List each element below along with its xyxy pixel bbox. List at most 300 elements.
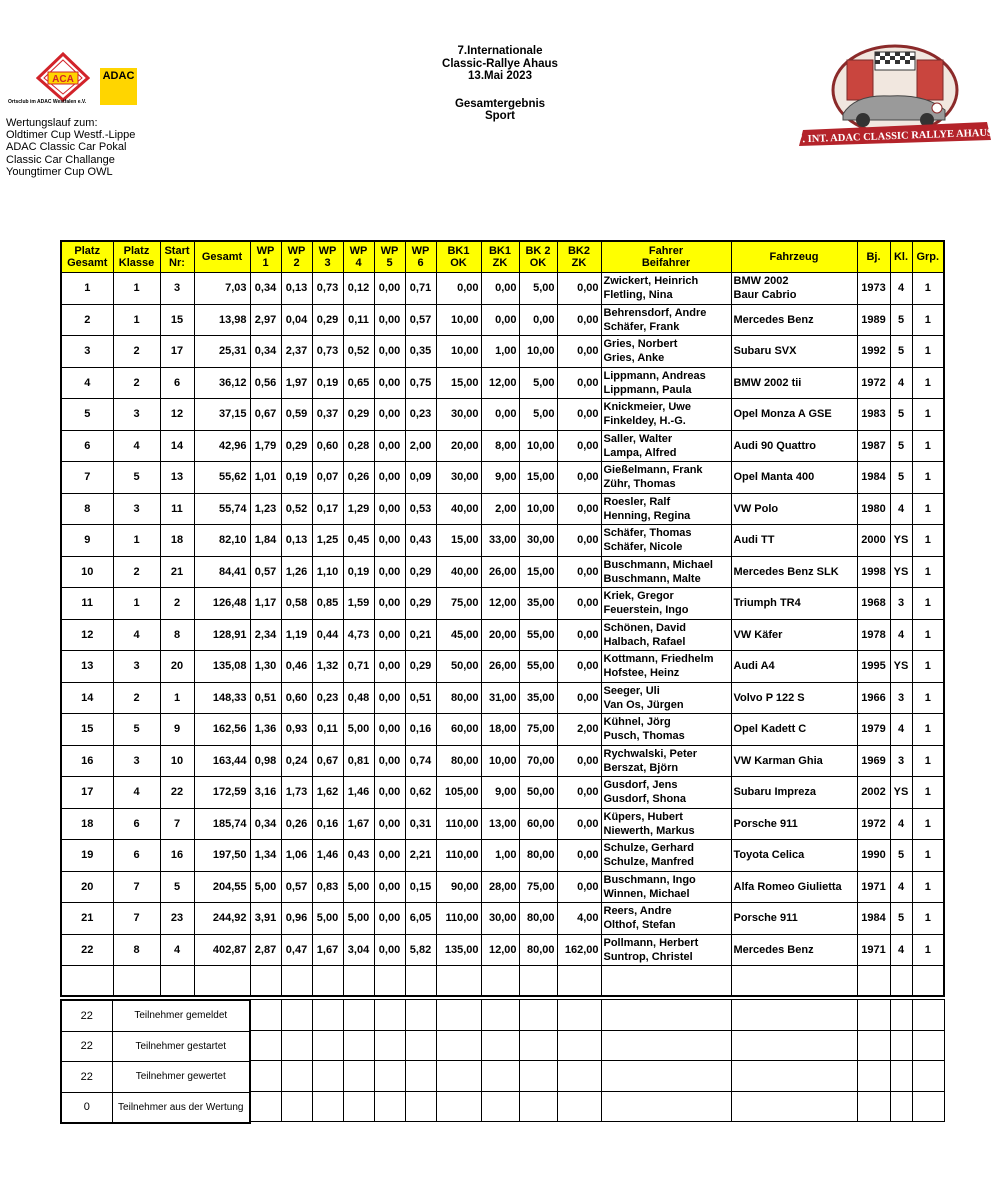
class-cell: 3 xyxy=(890,588,912,620)
table-row xyxy=(61,934,944,966)
wp-cell: 0,37 xyxy=(312,399,343,431)
wp-cell: 0,60 xyxy=(312,430,343,462)
codriver-name: Finkeldey, H.-G. xyxy=(603,415,686,428)
gesamt-cell: 36,12 xyxy=(194,367,250,399)
class-cell: YS xyxy=(890,777,912,809)
bk2-ok-cell: 80,00 xyxy=(519,934,557,966)
wp-cell: 0,13 xyxy=(281,525,312,557)
wp-cell: 0,67 xyxy=(312,745,343,777)
empty-cell xyxy=(436,966,481,997)
bk1-ok-cell: 40,00 xyxy=(436,556,481,588)
bk1-zk-cell: 18,00 xyxy=(481,714,519,746)
bk1-zk-cell: 0,00 xyxy=(481,399,519,431)
wp-cell: 0,34 xyxy=(250,273,281,305)
start-number-cell: 21 xyxy=(160,556,194,588)
year-cell: 1989 xyxy=(857,304,890,336)
wp-cell: 0,00 xyxy=(374,493,405,525)
wp-cell: 0,00 xyxy=(374,462,405,494)
year-cell: 1972 xyxy=(857,808,890,840)
wp-cell: 0,52 xyxy=(281,493,312,525)
column-header-line: Klasse xyxy=(118,257,155,269)
summary-count: 22 xyxy=(61,1062,112,1093)
bk1-zk-cell: 26,00 xyxy=(481,556,519,588)
group-cell: 1 xyxy=(912,903,944,935)
empty-cell xyxy=(437,1000,482,1031)
wp-cell: 0,07 xyxy=(312,462,343,494)
bk1-zk-cell: 12,00 xyxy=(481,934,519,966)
empty-cell xyxy=(602,1061,732,1092)
platz-gesamt-cell: 10 xyxy=(61,556,113,588)
empty-cell xyxy=(282,1061,313,1092)
start-number-cell: 11 xyxy=(160,493,194,525)
start-number-cell: 4 xyxy=(160,934,194,966)
wp-cell: 0,00 xyxy=(374,903,405,935)
empty-cell xyxy=(405,966,436,997)
platz-gesamt-cell: 18 xyxy=(61,808,113,840)
codriver-name: Lippmann, Paula xyxy=(603,383,692,396)
results-table xyxy=(60,240,945,997)
start-number-cell: 1 xyxy=(160,682,194,714)
class-cell: 5 xyxy=(890,336,912,368)
wp-cell: 0,57 xyxy=(250,556,281,588)
wp-cell: 1,17 xyxy=(250,588,281,620)
column-header xyxy=(281,241,312,273)
vehicle-name: VW Polo xyxy=(733,502,779,515)
empty-cell xyxy=(343,966,374,997)
wp-cell: 1,10 xyxy=(312,556,343,588)
empty-cell xyxy=(312,966,343,997)
column-header xyxy=(343,241,374,273)
wp-cell: 0,34 xyxy=(250,808,281,840)
wp-cell: 0,71 xyxy=(405,273,436,305)
vehicle-cell xyxy=(731,336,857,368)
wp-cell: 0,73 xyxy=(312,336,343,368)
start-number-cell: 7 xyxy=(160,808,194,840)
platz-gesamt-cell: 9 xyxy=(61,525,113,557)
start-number-cell: 9 xyxy=(160,714,194,746)
platz-klasse-cell: 4 xyxy=(113,430,160,462)
group-cell: 1 xyxy=(912,367,944,399)
platz-klasse-cell: 3 xyxy=(113,399,160,431)
summary-label: Teilnehmer gemeldet xyxy=(112,1000,250,1031)
wp-cell: 0,85 xyxy=(312,588,343,620)
wp-cell: 0,19 xyxy=(343,556,374,588)
bk1-zk-cell: 0,00 xyxy=(481,273,519,305)
class-cell: 4 xyxy=(890,871,912,903)
rally-logo xyxy=(795,40,995,150)
vehicle-cell xyxy=(731,808,857,840)
codriver-name: Olthof, Stefan xyxy=(603,919,676,932)
wp-cell: 0,34 xyxy=(250,336,281,368)
gesamt-cell: 7,03 xyxy=(194,273,250,305)
bk1-zk-cell: 9,00 xyxy=(481,462,519,494)
table-row xyxy=(61,430,944,462)
column-header xyxy=(912,241,944,273)
empty-cell xyxy=(558,1091,602,1122)
empty-cell xyxy=(891,1030,913,1061)
column-header-line: WP xyxy=(318,245,337,257)
platz-gesamt-cell: 17 xyxy=(61,777,113,809)
bk2-zk-cell: 0,00 xyxy=(557,556,601,588)
empty-cell xyxy=(437,1061,482,1092)
table-row xyxy=(61,588,944,620)
group-cell: 1 xyxy=(912,619,944,651)
wp-cell: 0,00 xyxy=(374,651,405,683)
column-header-line: WP xyxy=(256,245,275,257)
year-cell: 1995 xyxy=(857,651,890,683)
start-number-cell: 5 xyxy=(160,871,194,903)
vehicle-cell xyxy=(731,682,857,714)
codriver-name: Buschmann, Malte xyxy=(603,572,701,585)
wp-cell: 5,00 xyxy=(312,903,343,935)
empty-cell xyxy=(344,1030,375,1061)
summary-count: 22 xyxy=(61,1031,112,1062)
bk2-zk-cell: 0,00 xyxy=(557,399,601,431)
column-header xyxy=(61,241,113,273)
bk1-zk-cell: 8,00 xyxy=(481,430,519,462)
platz-gesamt-cell: 2 xyxy=(61,304,113,336)
start-number-cell: 17 xyxy=(160,336,194,368)
driver-name: Kühnel, Jörg xyxy=(603,716,671,729)
vehicle-cell xyxy=(731,588,857,620)
empty-cell xyxy=(601,966,731,997)
platz-klasse-cell: 6 xyxy=(113,840,160,872)
bk2-ok-cell: 80,00 xyxy=(519,840,557,872)
platz-gesamt-cell: 1 xyxy=(61,273,113,305)
wp-cell: 0,29 xyxy=(405,588,436,620)
column-header-line: BK 2 xyxy=(525,245,551,257)
wp-cell: 0,00 xyxy=(374,367,405,399)
empty-cell xyxy=(731,966,857,997)
wp-cell: 0,00 xyxy=(374,745,405,777)
empty-cell xyxy=(251,1061,282,1092)
wp-cell: 0,19 xyxy=(312,367,343,399)
wp-cell: 0,00 xyxy=(374,777,405,809)
table-row xyxy=(61,619,944,651)
gesamt-cell: 13,98 xyxy=(194,304,250,336)
bk2-ok-cell: 15,00 xyxy=(519,462,557,494)
wp-cell: 0,53 xyxy=(405,493,436,525)
vehicle-cell xyxy=(731,903,857,935)
page-title xyxy=(400,45,600,123)
empty-cell xyxy=(313,1000,344,1031)
wp-cell: 6,05 xyxy=(405,903,436,935)
wp-cell: 0,57 xyxy=(405,304,436,336)
platz-klasse-cell: 2 xyxy=(113,556,160,588)
vehicle-name: Porsche 911 xyxy=(733,817,798,830)
driver-name: Schönen, David xyxy=(603,621,687,634)
empty-cell xyxy=(437,1030,482,1061)
bk1-zk-cell: 26,00 xyxy=(481,651,519,683)
platz-gesamt-cell: 14 xyxy=(61,682,113,714)
class-cell: 4 xyxy=(890,273,912,305)
table-row xyxy=(61,903,944,935)
start-number-cell: 20 xyxy=(160,651,194,683)
platz-gesamt-cell: 20 xyxy=(61,871,113,903)
wp-cell: 2,00 xyxy=(405,430,436,462)
codriver-name: Henning, Regina xyxy=(603,509,691,522)
wp-cell: 0,58 xyxy=(281,588,312,620)
bk1-ok-cell: 20,00 xyxy=(436,430,481,462)
wp-cell: 1,30 xyxy=(250,651,281,683)
empty-cell xyxy=(602,1091,732,1122)
bk2-ok-cell: 10,00 xyxy=(519,430,557,462)
codriver-name: Berszat, Björn xyxy=(603,761,679,774)
empty-cell xyxy=(282,1030,313,1061)
platz-klasse-cell: 2 xyxy=(113,682,160,714)
gesamt-cell: 25,31 xyxy=(194,336,250,368)
vehicle-cell xyxy=(731,462,857,494)
empty-cell xyxy=(891,1061,913,1092)
vehicle-cell xyxy=(731,430,857,462)
wp-cell: 0,00 xyxy=(374,619,405,651)
class-cell: YS xyxy=(890,525,912,557)
wp-cell: 0,44 xyxy=(312,619,343,651)
group-cell: 1 xyxy=(912,588,944,620)
empty-grid-row xyxy=(251,1000,945,1031)
bk1-zk-cell: 20,00 xyxy=(481,619,519,651)
year-cell: 1984 xyxy=(857,462,890,494)
table-row xyxy=(61,336,944,368)
year-cell: 1990 xyxy=(857,840,890,872)
bk1-zk-cell: 13,00 xyxy=(481,808,519,840)
column-header-line: WP xyxy=(380,245,399,257)
wertung-line: ADAC Classic Car Pokal xyxy=(6,141,127,154)
wp-cell: 0,00 xyxy=(374,840,405,872)
platz-klasse-cell: 4 xyxy=(113,619,160,651)
bk1-zk-cell: 1,00 xyxy=(481,336,519,368)
empty-cell xyxy=(313,1030,344,1061)
empty-cell xyxy=(482,1091,520,1122)
bk2-zk-cell: 0,00 xyxy=(557,871,601,903)
vehicle-name: Opel Monza A GSE xyxy=(733,408,832,421)
wp-cell: 0,00 xyxy=(374,808,405,840)
aca-logo-text: ACA xyxy=(52,74,74,85)
empty-cell xyxy=(375,1030,406,1061)
wp-cell: 1,34 xyxy=(250,840,281,872)
driver-name: Schäfer, Thomas xyxy=(603,527,692,540)
empty-cell xyxy=(557,966,601,997)
column-header-line: ZK xyxy=(492,257,508,269)
wp-cell: 0,16 xyxy=(405,714,436,746)
wp-cell: 0,00 xyxy=(374,588,405,620)
bk2-zk-cell: 0,00 xyxy=(557,808,601,840)
bk1-zk-cell: 1,00 xyxy=(481,840,519,872)
year-cell: 1971 xyxy=(857,871,890,903)
wp-cell: 0,59 xyxy=(281,399,312,431)
wp-cell: 0,26 xyxy=(281,808,312,840)
driver-cell xyxy=(601,430,731,462)
bk2-ok-cell: 15,00 xyxy=(519,556,557,588)
column-header xyxy=(601,241,731,273)
start-number-cell: 22 xyxy=(160,777,194,809)
column-header-line: 1 xyxy=(262,257,269,269)
class-cell: 4 xyxy=(890,619,912,651)
empty-cell xyxy=(558,1030,602,1061)
bk2-zk-cell: 0,00 xyxy=(557,651,601,683)
column-header xyxy=(481,241,519,273)
year-cell: 1998 xyxy=(857,556,890,588)
column-header xyxy=(160,241,194,273)
empty-cell xyxy=(913,1000,945,1031)
bk2-zk-cell: 0,00 xyxy=(557,462,601,494)
platz-gesamt-cell: 16 xyxy=(61,745,113,777)
bk1-ok-cell: 135,00 xyxy=(436,934,481,966)
vehicle-cell xyxy=(731,367,857,399)
platz-gesamt-cell: 21 xyxy=(61,903,113,935)
driver-name: Buschmann, Michael xyxy=(603,558,713,571)
bk2-ok-cell: 70,00 xyxy=(519,745,557,777)
column-header xyxy=(519,241,557,273)
vehicle-cell xyxy=(731,556,857,588)
platz-gesamt-cell: 3 xyxy=(61,336,113,368)
driver-cell xyxy=(601,619,731,651)
wp-cell: 1,32 xyxy=(312,651,343,683)
column-header-line: Grp. xyxy=(916,251,940,263)
empty-cell xyxy=(857,966,890,997)
wp-cell: 0,93 xyxy=(281,714,312,746)
wp-cell: 1,84 xyxy=(250,525,281,557)
column-header-line: Bj. xyxy=(866,251,881,263)
wp-cell: 0,60 xyxy=(281,682,312,714)
subtitle-line: Gesamtergebnis xyxy=(454,97,546,110)
column-header-line: OK xyxy=(529,257,547,269)
bk2-zk-cell: 4,00 xyxy=(557,903,601,935)
wp-cell: 0,51 xyxy=(405,682,436,714)
wp-cell: 0,00 xyxy=(374,336,405,368)
vehicle-name: Triumph TR4 xyxy=(733,597,801,610)
driver-name: Saller, Walter xyxy=(603,432,673,445)
wp-cell: 0,26 xyxy=(343,462,374,494)
year-cell: 1972 xyxy=(857,367,890,399)
title-line: 7.Internationale xyxy=(457,45,543,57)
wp-cell: 0,81 xyxy=(343,745,374,777)
column-header xyxy=(890,241,912,273)
year-cell: 1971 xyxy=(857,934,890,966)
bk2-zk-cell: 0,00 xyxy=(557,682,601,714)
column-header-line: ZK xyxy=(571,257,587,269)
vehicle-cell xyxy=(731,871,857,903)
group-cell: 1 xyxy=(912,745,944,777)
wp-cell: 5,00 xyxy=(343,903,374,935)
vehicle-name: Mercedes Benz SLK xyxy=(733,565,839,578)
bk1-ok-cell: 40,00 xyxy=(436,493,481,525)
gesamt-cell: 55,62 xyxy=(194,462,250,494)
driver-cell xyxy=(601,934,731,966)
column-header-line: WP xyxy=(349,245,368,257)
gesamt-cell: 55,74 xyxy=(194,493,250,525)
driver-cell xyxy=(601,871,731,903)
platz-klasse-cell: 7 xyxy=(113,871,160,903)
header-row xyxy=(61,241,944,273)
platz-klasse-cell: 1 xyxy=(113,525,160,557)
wp-cell: 0,29 xyxy=(405,651,436,683)
table-row xyxy=(61,462,944,494)
codriver-name: Lampa, Alfred xyxy=(603,446,677,459)
wp-cell: 0,00 xyxy=(374,430,405,462)
vehicle-name: Audi A4 xyxy=(733,660,775,673)
wp-cell: 0,46 xyxy=(281,651,312,683)
bk2-ok-cell: 80,00 xyxy=(519,903,557,935)
platz-klasse-cell: 1 xyxy=(113,304,160,336)
vehicle-name: Mercedes Benz xyxy=(733,313,814,326)
group-cell: 1 xyxy=(912,462,944,494)
class-cell: 4 xyxy=(890,934,912,966)
column-header-line: WP xyxy=(411,245,430,257)
wp-cell: 0,00 xyxy=(374,714,405,746)
bk1-ok-cell: 30,00 xyxy=(436,462,481,494)
gesamt-cell: 197,50 xyxy=(194,840,250,872)
vehicle-cell xyxy=(731,619,857,651)
column-header-line: Beifahrer xyxy=(641,257,691,269)
wp-cell: 2,37 xyxy=(281,336,312,368)
bk1-zk-cell: 31,00 xyxy=(481,682,519,714)
group-cell: 1 xyxy=(912,525,944,557)
bk2-ok-cell: 10,00 xyxy=(519,493,557,525)
empty-cell xyxy=(375,1000,406,1031)
year-cell: 1983 xyxy=(857,399,890,431)
wp-cell: 0,43 xyxy=(405,525,436,557)
gesamt-cell: 204,55 xyxy=(194,871,250,903)
column-header-line: 5 xyxy=(386,257,393,269)
bk1-ok-cell: 110,00 xyxy=(436,903,481,935)
codriver-name: Gries, Anke xyxy=(603,352,665,365)
empty-cell xyxy=(602,1000,732,1031)
column-header xyxy=(312,241,343,273)
wp-cell: 1,67 xyxy=(343,808,374,840)
vehicle-name: Subaru Impreza xyxy=(733,786,817,799)
empty-cell xyxy=(481,966,519,997)
summary-row xyxy=(61,1000,250,1031)
driver-name: Küpers, Hubert xyxy=(603,810,683,823)
empty-cell xyxy=(482,1000,520,1031)
wp-cell: 0,15 xyxy=(405,871,436,903)
empty-cell xyxy=(913,1091,945,1122)
codriver-name: Winnen, Michael xyxy=(603,887,690,900)
bk1-zk-cell: 0,00 xyxy=(481,304,519,336)
bk1-ok-cell: 15,00 xyxy=(436,525,481,557)
year-cell: 1979 xyxy=(857,714,890,746)
wp-cell: 0,73 xyxy=(312,273,343,305)
column-header xyxy=(731,241,857,273)
wp-cell: 0,65 xyxy=(343,367,374,399)
driver-name: Gusdorf, Jens xyxy=(603,779,678,792)
gesamt-cell: 402,87 xyxy=(194,934,250,966)
empty-cell xyxy=(732,1061,858,1092)
table-row xyxy=(61,525,944,557)
table-row xyxy=(61,651,944,683)
bk1-zk-cell: 28,00 xyxy=(481,871,519,903)
column-header xyxy=(250,241,281,273)
bk1-ok-cell: 80,00 xyxy=(436,682,481,714)
empty-grid-row xyxy=(251,1091,945,1122)
bk1-ok-cell: 50,00 xyxy=(436,651,481,683)
table-row xyxy=(61,871,944,903)
gesamt-cell: 162,56 xyxy=(194,714,250,746)
wp-cell: 0,74 xyxy=(405,745,436,777)
wp-cell: 0,00 xyxy=(374,682,405,714)
platz-gesamt-cell: 13 xyxy=(61,651,113,683)
wp-cell: 0,23 xyxy=(405,399,436,431)
empty-cell xyxy=(912,966,944,997)
bk1-ok-cell: 80,00 xyxy=(436,745,481,777)
start-number-cell: 14 xyxy=(160,430,194,462)
driver-cell xyxy=(601,304,731,336)
column-header-line: BK2 xyxy=(567,245,590,257)
codriver-name: Van Os, Jürgen xyxy=(603,698,684,711)
empty-cell xyxy=(858,1030,891,1061)
driver-cell xyxy=(601,336,731,368)
